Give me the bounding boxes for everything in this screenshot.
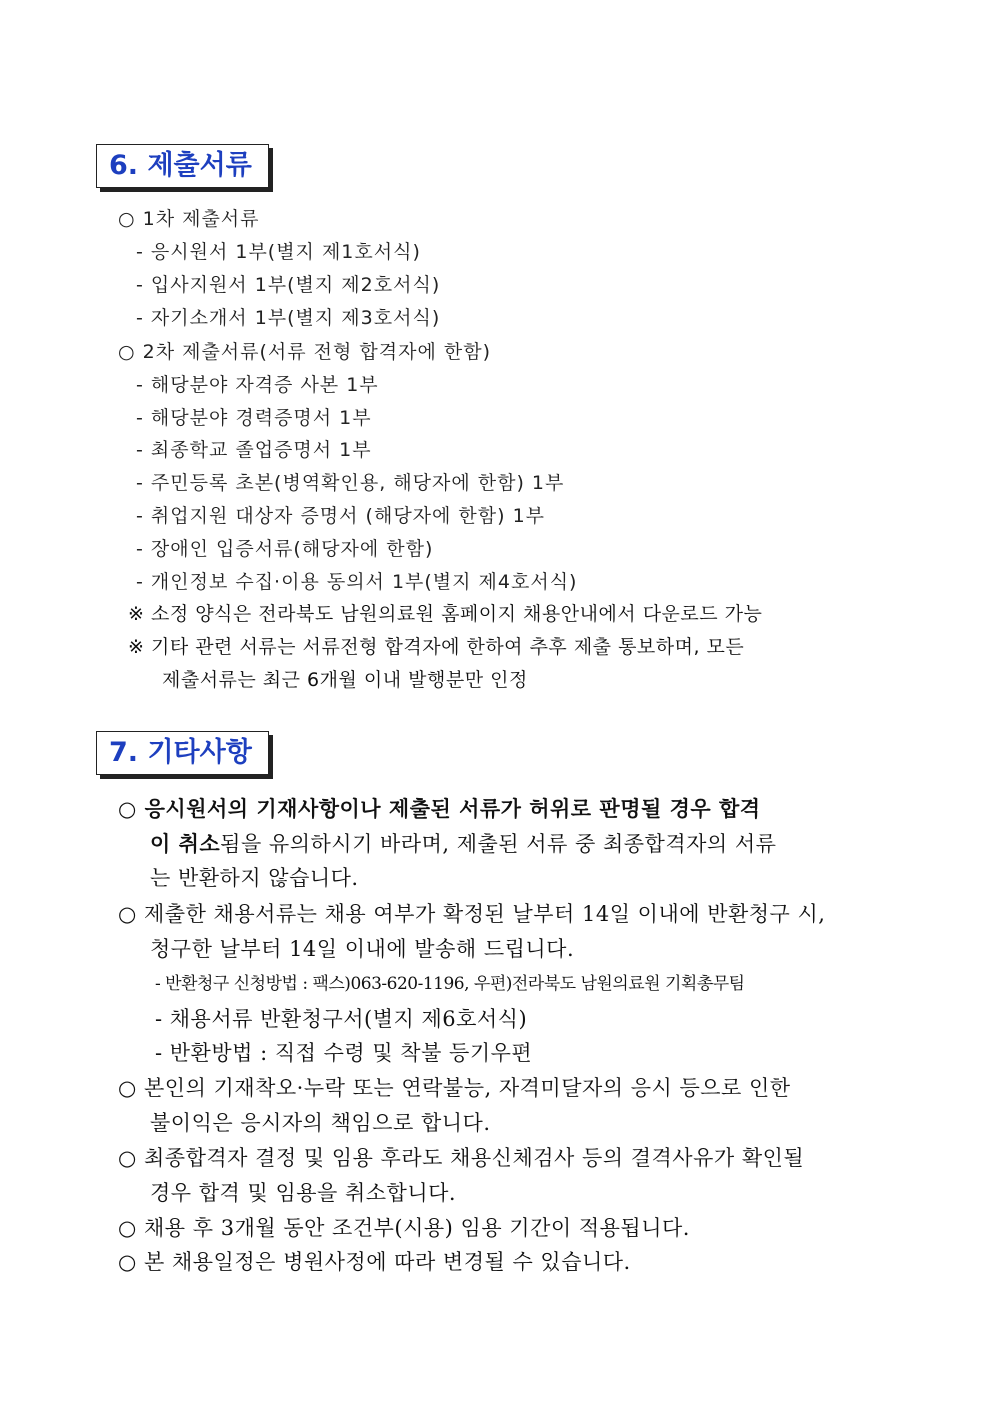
notice-responsibility-line2: 불이익은 응시자의 책임으로 합니다. <box>150 1111 491 1135</box>
section-6-title: 6. 제출서류 <box>96 144 269 188</box>
second-round-item: - 최종학교 졸업증명서 1부 <box>136 439 372 461</box>
return-method: - 반환청구 신청방법 : 팩스)063-620-1196, 우편)전라북도 남원의료원 기획총무팀 <box>155 974 745 994</box>
notice-return-line1: ○ 제출한 채용서류는 채용 여부가 확정된 날부터 14일 이내에 반환청구 시, <box>118 902 826 926</box>
return-delivery: - 반환방법 : 직접 수령 및 착불 등기우편 <box>155 1041 533 1065</box>
notice-falsified-rest: 됨을 유의하시기 바라며, 제출된 서류 중 최종합격자의 서류 <box>220 832 777 856</box>
notice-responsibility-line1: ○ 본인의 기재착오·누락 또는 연락불능, 자격미달자의 응시 등으로 인한 <box>118 1076 791 1100</box>
second-round-item: - 해당분야 자격증 사본 1부 <box>136 374 379 396</box>
notice-probation: ○ 채용 후 3개월 동안 조건부(시용) 임용 기간이 적용됩니다. <box>118 1216 690 1240</box>
notice-falsified-bold: 이 취소 <box>150 831 221 856</box>
notice-falsified-line3: 는 반환하지 않습니다. <box>150 866 359 890</box>
note-other-documents-cont: 제출서류는 최근 6개월 이내 발행분만 인정 <box>162 669 528 691</box>
second-round-heading: ○ 2차 제출서류(서류 전형 합격자에 한함) <box>118 341 492 363</box>
notice-cancel-line1: ○ 최종합격자 결정 및 임용 후라도 채용신체검사 등의 결격사유가 확인될 <box>118 1146 805 1170</box>
second-round-item: - 해당분야 경력증명서 1부 <box>136 407 372 429</box>
notice-falsified-line2 <box>150 828 776 858</box>
note-download: ※ 소정 양식은 전라북도 남원의료원 홈페이지 채용안내에서 다운로드 가능 <box>128 603 763 625</box>
notice-cancel-line2: 경우 합격 및 임용을 취소합니다. <box>150 1181 457 1205</box>
second-round-item: - 주민등록 초본(병역확인용, 해당자에 한함) 1부 <box>136 472 565 494</box>
second-round-item: - 장애인 입증서류(해당자에 한함) <box>136 538 434 560</box>
notice-schedule-change: ○ 본 채용일정은 병원사정에 따라 변경될 수 있습니다. <box>118 1250 631 1274</box>
note-other-documents: ※ 기타 관련 서류는 서류전형 합격자에 한하여 추후 제출 통보하며, 모든 <box>128 636 745 658</box>
section-7-title: 7. 기타사항 <box>96 731 269 775</box>
second-round-item: - 개인정보 수집·이용 동의서 1부(별지 제4호서식) <box>136 571 578 593</box>
first-round-item: - 입사지원서 1부(별지 제2호서식) <box>136 274 441 296</box>
notice-return-line2: 청구한 날부터 14일 이내에 발송해 드립니다. <box>150 937 575 961</box>
notice-falsified-line1: ○ 응시원서의 기재사항이나 제출된 서류가 허위로 판명될 경우 합격 <box>118 796 761 821</box>
first-round-heading: ○ 1차 제출서류 <box>118 208 260 230</box>
first-round-item: - 응시원서 1부(별지 제1호서식) <box>136 241 421 263</box>
second-round-item: - 취업지원 대상자 증명서 (해당자에 한함) 1부 <box>136 505 546 527</box>
return-form: - 채용서류 반환청구서(별지 제6호서식) <box>155 1007 528 1031</box>
first-round-item: - 자기소개서 1부(별지 제3호서식) <box>136 307 441 329</box>
